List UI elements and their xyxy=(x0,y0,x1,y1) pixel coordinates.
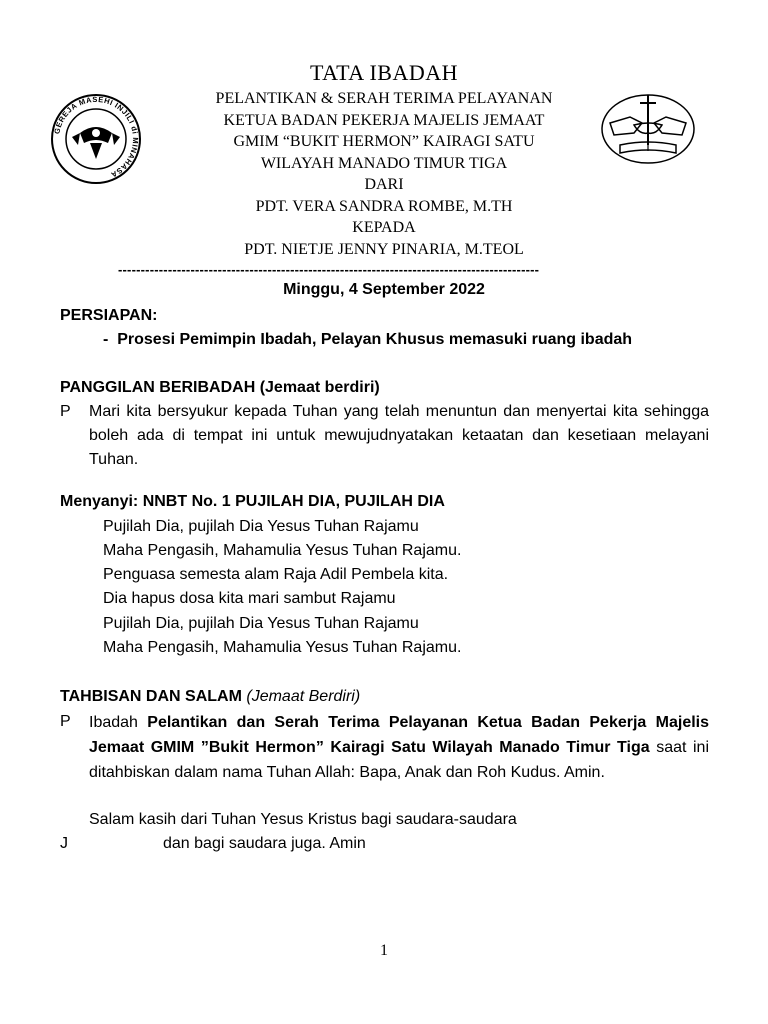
seal-text: GEREJA MASEHI INJILI di MINAHASA xyxy=(52,94,141,180)
song-line: Penguasa semesta alam Raja Adil Pembela kita. xyxy=(103,566,449,583)
service-date: Minggu, 4 September 2022 xyxy=(283,281,485,298)
tahbisan-text-bold: Pelantikan dan Serah Terima Pelayanan Ketua Badan Pekerja Majelis Jemaat GMIM ”Bukit Hermon” Kairagi Satu Wilayah Manado Timur Tiga xyxy=(89,714,709,756)
panggilan-heading: PANGGILAN BERIBADAH (Jemaat berdiri) xyxy=(60,379,380,396)
panggilan-speaker: P xyxy=(60,403,71,420)
separator-line: --------------------------------------------------------------------------------------------- xyxy=(118,262,540,277)
song-line: Dia hapus dosa kita mari sambut Rajamu xyxy=(103,590,396,607)
persiapan-item-text: Prosesi Pemimpin Ibadah, Pelayan Khusus memasuki ruang ibadah xyxy=(117,331,633,348)
tahbisan-text xyxy=(89,710,709,785)
gmim-seal-logo xyxy=(50,93,142,185)
response-speaker: J xyxy=(60,835,68,852)
persiapan-heading: PERSIAPAN: xyxy=(60,307,158,324)
header-line: WILAYAH MANADO TIMUR TIGA xyxy=(260,154,508,172)
header-subtitle xyxy=(134,88,634,260)
document-title: TATA IBADAH xyxy=(309,60,459,85)
header-line: PDT. VERA SANDRA ROMBE, M.TH xyxy=(255,197,513,215)
song-line: Pujilah Dia, pujilah Dia Yesus Tuhan Rajamu xyxy=(103,518,419,535)
panggilan-text: Mari kita bersyukur kepada Tuhan yang telah menuntun dan menyertai kita sehingga boleh ada di tempat ini untuk mewujudnyatakan ketaatan dan kesetiaan melayani Tuhan. xyxy=(89,403,709,468)
persiapan-item xyxy=(103,328,632,352)
tahbisan-text-start: Ibadah xyxy=(89,714,138,731)
tahbisan-heading-text: TAHBISAN DAN SALAM xyxy=(60,688,242,705)
response-text: dan bagi saudara juga. Amin xyxy=(163,835,366,852)
header-line: KETUA BADAN PEKERJA MAJELIS JEMAAT xyxy=(223,111,545,129)
tahbisan-heading xyxy=(60,685,710,709)
header-line: KEPADA xyxy=(352,219,416,236)
header-line: PDT. NIETJE JENNY PINARIA, M.TEOL xyxy=(244,240,524,258)
tahbisan-heading-note: (Jemaat Berdiri) xyxy=(246,688,361,705)
song-line: Pujilah Dia, pujilah Dia Yesus Tuhan Rajamu xyxy=(103,615,419,632)
header-line: DARI xyxy=(364,176,404,193)
menyanyi-heading: Menyanyi: NNBT No. 1 PUJILAH DIA, PUJILAH DIA xyxy=(60,493,445,510)
song-line: Maha Pengasih, Mahamulia Yesus Tuhan Rajamu. xyxy=(103,639,462,656)
header-line: GMIM “BUKIT HERMON” KAIRAGI SATU xyxy=(233,133,535,150)
page-number: 1 xyxy=(380,942,388,959)
tahbisan-text-end: saat ini ditahbiskan dalam nama Tuhan Allah: Bapa, Anak dan Roh Kudus. Amin. xyxy=(89,739,709,781)
tahbisan-speaker: P xyxy=(60,713,71,730)
header-line: PELANTIKAN & SERAH TERIMA PELAYANAN xyxy=(215,90,553,107)
list-bullet: - xyxy=(103,331,109,348)
song-line: Maha Pengasih, Mahamulia Yesus Tuhan Rajamu. xyxy=(103,542,462,559)
salam-text: Salam kasih dari Tuhan Yesus Kristus bagi saudara-saudara xyxy=(89,811,517,828)
